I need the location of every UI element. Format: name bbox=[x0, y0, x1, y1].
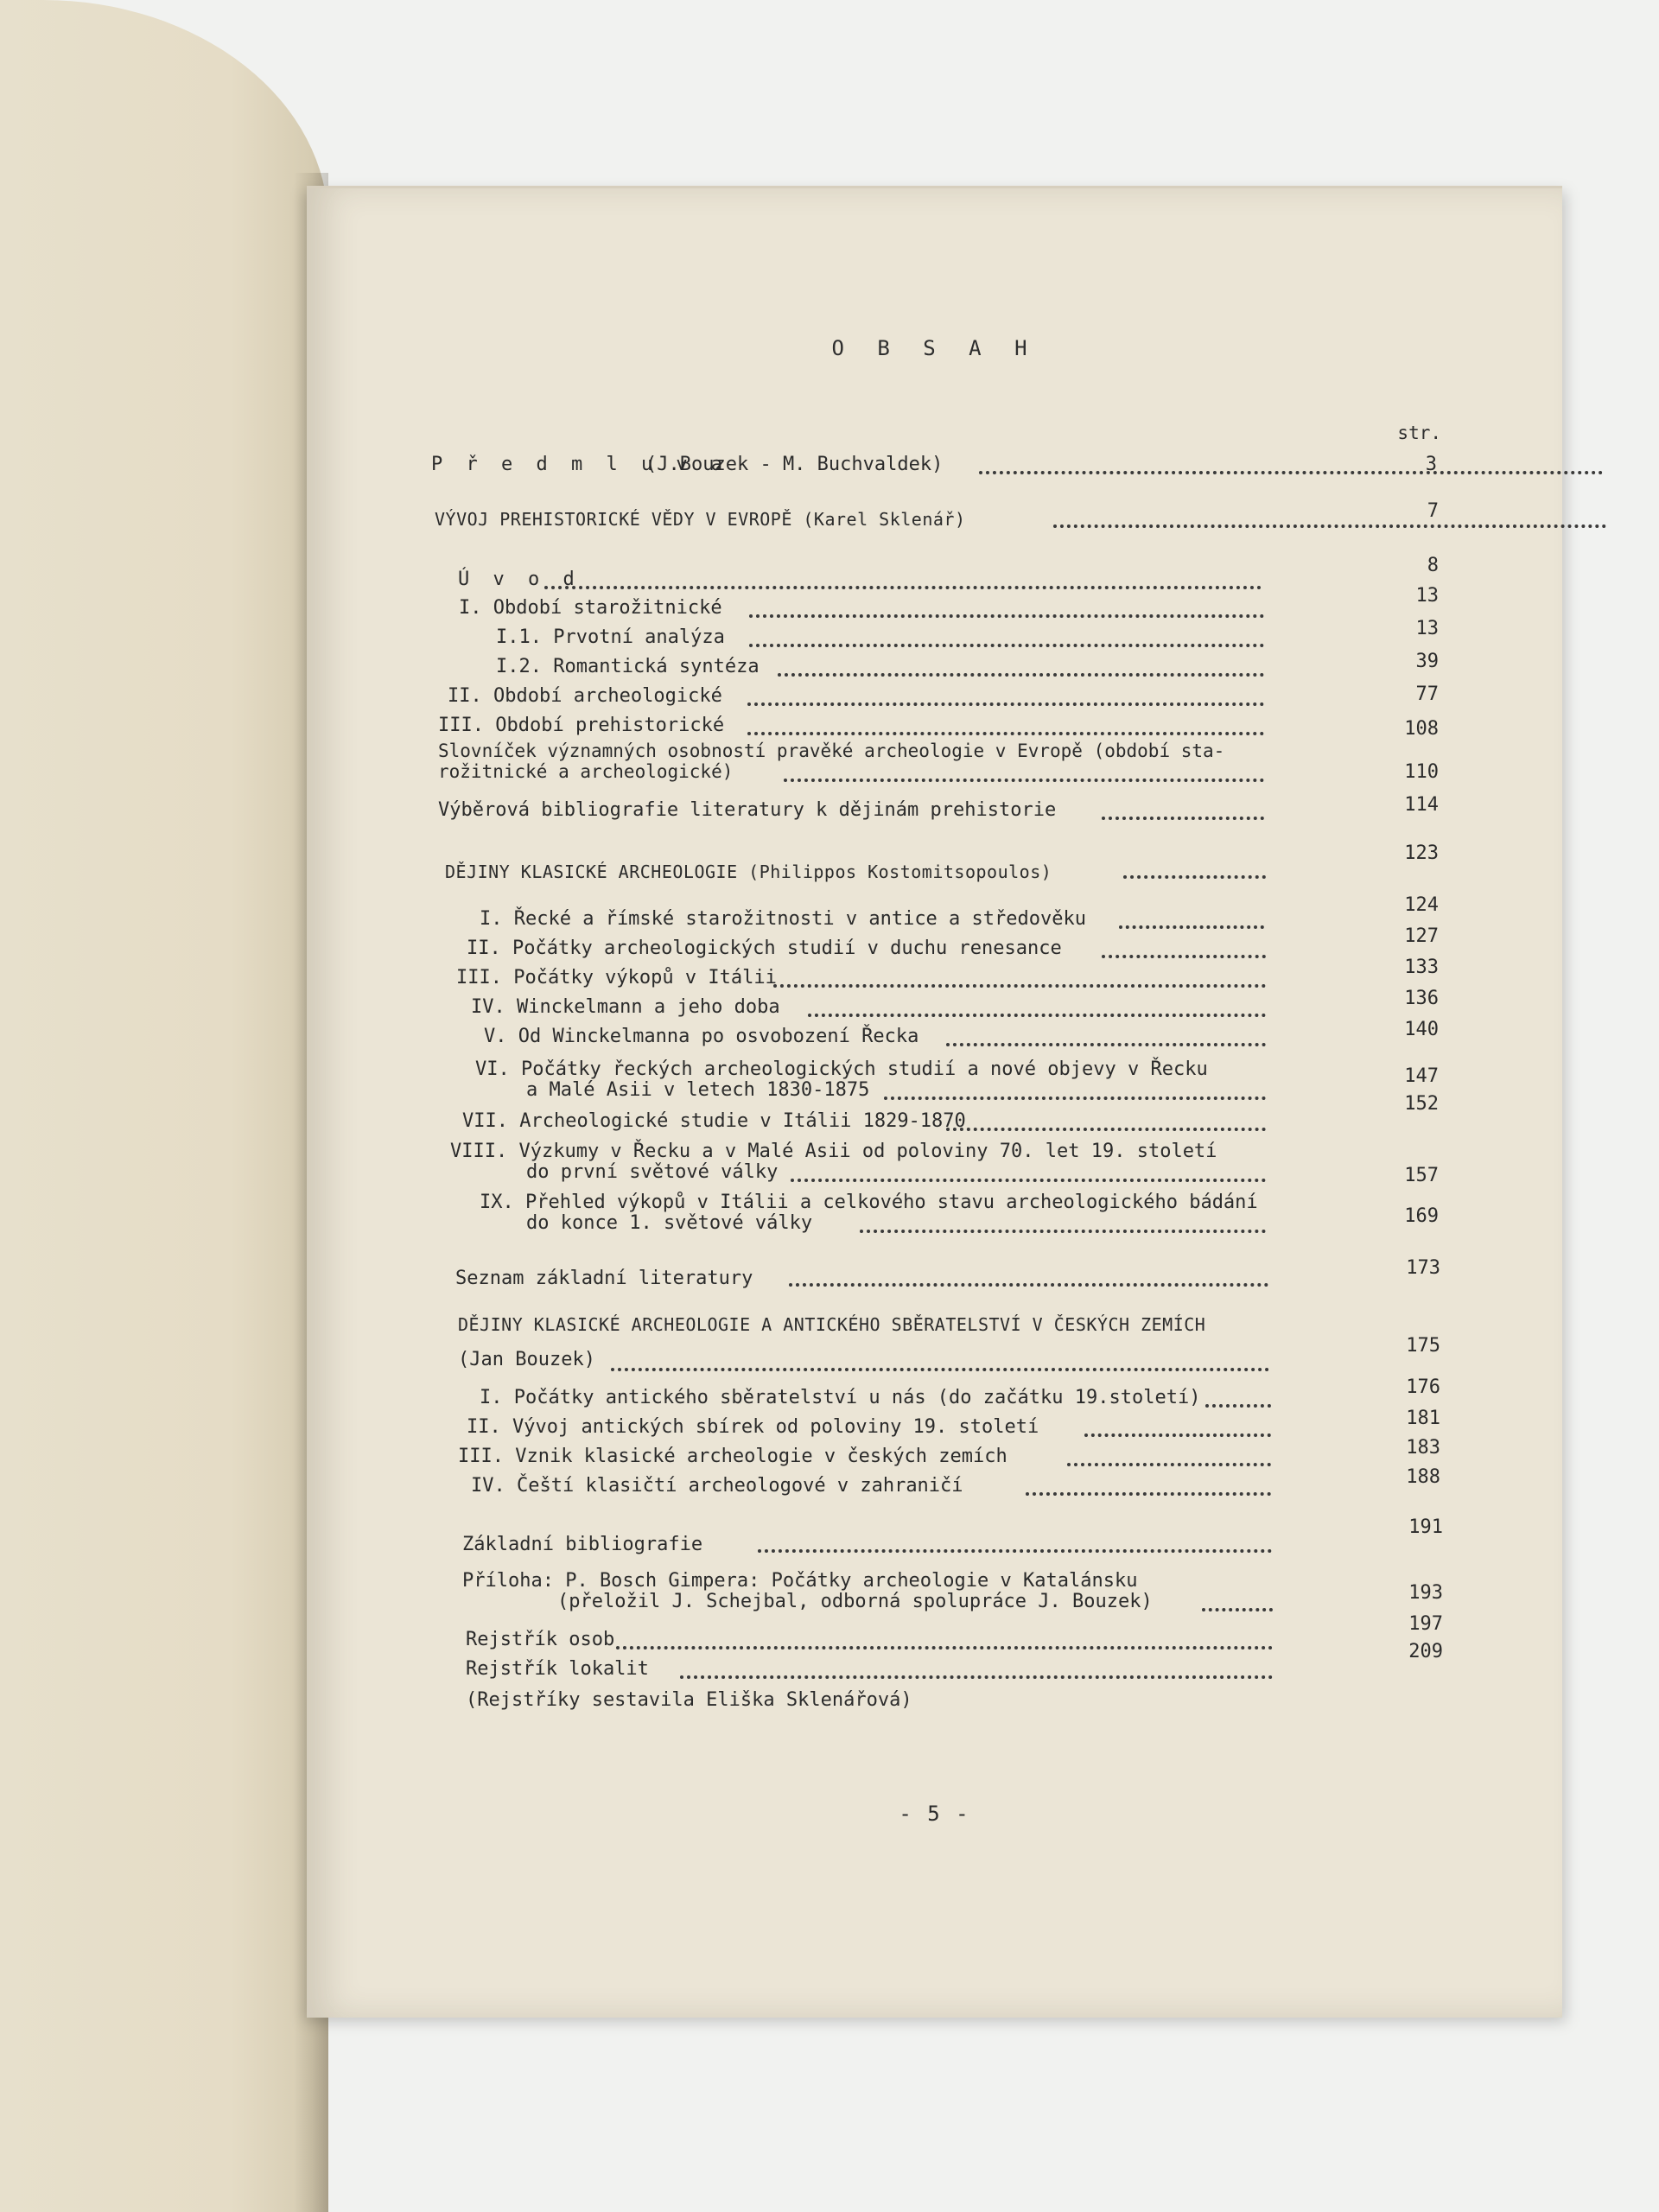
toc-entry-title: Rejstřík osob bbox=[466, 1629, 615, 1650]
toc-page-number: 136 bbox=[1404, 988, 1439, 1009]
toc-entry-title: I.1. Prvotní analýza bbox=[496, 626, 725, 648]
toc-page-number: 124 bbox=[1404, 894, 1439, 916]
toc-page-number: 181 bbox=[1406, 1408, 1440, 1429]
toc-entry-title-rest: (J.Bouzek - M. Buchvaldek) bbox=[645, 454, 944, 475]
toc-entry-title-continued: (přeložil J. Schejbal, odborná spolupráce J. Bouzek) bbox=[557, 1591, 1153, 1612]
dot-leader bbox=[1084, 1433, 1271, 1437]
dot-leader bbox=[784, 779, 1264, 782]
dot-leader bbox=[946, 1043, 1266, 1046]
toc-entry-title: DĚJINY KLASICKÉ ARCHEOLOGIE (Philippos Kostomitsopoulos) bbox=[445, 861, 1052, 882]
toc-entry-title-continued: do konce 1. světové války bbox=[526, 1212, 813, 1234]
dot-leader bbox=[1026, 1492, 1271, 1496]
toc-entry-title: I.2. Romantická syntéza bbox=[496, 656, 760, 677]
toc-page-number: 197 bbox=[1408, 1613, 1443, 1635]
dot-leader bbox=[749, 644, 1264, 647]
toc-page-number: 39 bbox=[1415, 651, 1439, 672]
toc-entry-title: IV. Čeští klasičtí archeologové v zahraničí bbox=[471, 1475, 963, 1497]
toc-entry-title-continued: rožitnické a archeologické) bbox=[438, 761, 734, 782]
toc-page-number: 13 bbox=[1415, 585, 1439, 607]
dot-leader bbox=[680, 1675, 1273, 1679]
toc-page-number: 133 bbox=[1404, 957, 1439, 978]
toc-entry-title: P ř e d m l u v a bbox=[431, 454, 729, 475]
toc-entry-title-continued: a Malé Asii v letech 1830-1875 bbox=[526, 1079, 870, 1101]
toc-entry-title-continued: do první světové války bbox=[526, 1161, 779, 1183]
toc-page-number: 8 bbox=[1427, 555, 1439, 576]
toc-entry-title: VIII. Výzkumy v Řecku a v Malé Asii od poloviny 70. let 19. století bbox=[450, 1141, 1217, 1162]
dot-leader bbox=[758, 1549, 1272, 1553]
toc-entry-title: Příloha: P. Bosch Gimpera: Počátky archeologie v Katalánsku bbox=[462, 1570, 1138, 1592]
dot-leader bbox=[1202, 1608, 1273, 1611]
dot-leader bbox=[946, 1128, 1266, 1131]
toc-page-number: 77 bbox=[1415, 683, 1439, 705]
dot-leader bbox=[979, 471, 1603, 474]
toc-entry-title: III. Období prehistorické bbox=[438, 715, 725, 736]
toc-page-number: 191 bbox=[1408, 1516, 1443, 1538]
dot-leader bbox=[1205, 1404, 1271, 1408]
index-credit-note: (Rejstříky sestavila Eliška Sklenářová) bbox=[466, 1689, 912, 1711]
dot-leader bbox=[791, 1179, 1266, 1182]
left-page bbox=[0, 0, 328, 2212]
toc-page-number: 140 bbox=[1404, 1019, 1439, 1040]
toc-entry-title: Rejstřík lokalit bbox=[466, 1658, 649, 1680]
table-of-contents-page bbox=[307, 186, 1562, 2018]
toc-page-number: 175 bbox=[1406, 1335, 1440, 1357]
dot-leader bbox=[773, 984, 1266, 988]
dot-leader bbox=[747, 732, 1264, 735]
toc-page-number: 157 bbox=[1404, 1165, 1439, 1186]
toc-entry-title: I. Počátky antického sběratelství u nás (do začátku 19.století) bbox=[480, 1387, 1201, 1408]
toc-page-number: 152 bbox=[1404, 1093, 1439, 1115]
toc-entry-title: II. Období archeologické bbox=[448, 685, 722, 707]
toc-entry-title: VI. Počátky řeckých archeologických studií a nové objevy v Řecku bbox=[475, 1058, 1208, 1080]
toc-entry-title: I. Období starožitnické bbox=[459, 597, 722, 619]
toc-entry-title: DĚJINY KLASICKÉ ARCHEOLOGIE A ANTICKÉHO SBĚRATELSTVÍ V ČESKÝCH ZEMÍCH bbox=[458, 1314, 1206, 1335]
dot-leader bbox=[749, 614, 1264, 618]
page-edge bbox=[307, 186, 1562, 188]
toc-entry-title: Slovníček významných osobností pravěké archeologie v Evropě (období sta- bbox=[438, 741, 1225, 761]
dot-leader bbox=[544, 586, 1262, 589]
toc-page-number: 188 bbox=[1406, 1466, 1440, 1488]
toc-entry-title: Seznam základní literatury bbox=[455, 1268, 753, 1289]
dot-leader bbox=[1053, 524, 1606, 528]
dot-leader bbox=[1119, 925, 1264, 929]
toc-page-number: 108 bbox=[1404, 718, 1439, 740]
dot-leader bbox=[1102, 955, 1266, 958]
toc-page-number: 123 bbox=[1404, 842, 1439, 864]
toc-page-number: 193 bbox=[1408, 1582, 1443, 1604]
dot-leader bbox=[616, 1646, 1273, 1649]
toc-entry-title: V. Od Winckelmanna po osvobození Řecka bbox=[484, 1026, 919, 1047]
toc-entry-title: Ú v o d bbox=[458, 569, 581, 590]
dot-leader bbox=[789, 1283, 1268, 1287]
dot-leader bbox=[1102, 817, 1264, 820]
toc-page-number: 7 bbox=[1427, 500, 1439, 522]
toc-page-number: 147 bbox=[1404, 1065, 1439, 1087]
toc-entry-title: VII. Archeologické studie v Itálii 1829-1870 bbox=[462, 1110, 966, 1132]
toc-entry-title: Základní bibliografie bbox=[462, 1534, 703, 1555]
dot-leader bbox=[808, 1014, 1266, 1017]
toc-page-number: 3 bbox=[1425, 454, 1437, 475]
toc-entry-title: IX. Přehled výkopů v Itálii a celkového stavu archeologického bádání bbox=[480, 1192, 1258, 1213]
toc-page-number: 176 bbox=[1406, 1376, 1440, 1398]
toc-entry-title: II. Vývoj antických sbírek od poloviny 19. století bbox=[467, 1416, 1039, 1438]
toc-page-number: 13 bbox=[1415, 618, 1439, 639]
toc-entry-title: I. Řecké a římské starožitnosti v antice a středověku bbox=[480, 908, 1086, 930]
dot-leader bbox=[860, 1230, 1266, 1233]
toc-page-number: 110 bbox=[1404, 761, 1439, 783]
dot-leader bbox=[611, 1368, 1269, 1371]
toc-page-number: 173 bbox=[1406, 1257, 1440, 1279]
dot-leader bbox=[747, 702, 1264, 706]
toc-entry-title: VÝVOJ PREHISTORICKÉ VĚDY V EVROPĚ (Karel Sklenář) bbox=[435, 509, 966, 530]
toc-page-number: 127 bbox=[1404, 925, 1439, 947]
toc-page-number: 183 bbox=[1406, 1437, 1440, 1459]
toc-entry-title-continued: (Jan Bouzek) bbox=[458, 1349, 595, 1370]
page-number: - 5 - bbox=[899, 1802, 970, 1826]
dot-leader bbox=[1067, 1463, 1271, 1466]
dot-leader bbox=[778, 673, 1264, 677]
toc-page-number: 114 bbox=[1404, 794, 1439, 816]
toc-page-number: 169 bbox=[1404, 1205, 1439, 1227]
dot-leader bbox=[884, 1096, 1266, 1100]
toc-entry-title: II. Počátky archeologických studií v duchu renesance bbox=[467, 938, 1062, 959]
toc-entry-title: IV. Winckelmann a jeho doba bbox=[471, 996, 780, 1018]
toc-entry-title: III. Počátky výkopů v Itálii bbox=[456, 967, 777, 988]
contents-heading: O B S A H bbox=[831, 336, 1038, 360]
dot-leader bbox=[1123, 875, 1266, 879]
toc-page-number: 209 bbox=[1408, 1641, 1443, 1662]
page-column-label: str. bbox=[1397, 423, 1441, 443]
toc-entry-title: Výběrová bibliografie literatury k dějinám prehistorie bbox=[438, 799, 1057, 821]
toc-entry-title: III. Vznik klasické archeologie v českých zemích bbox=[458, 1446, 1007, 1467]
